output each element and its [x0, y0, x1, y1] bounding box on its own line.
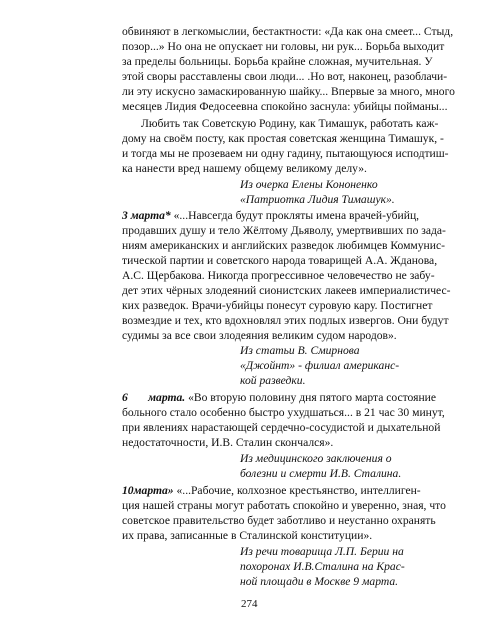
text-line: при явлениях нарастающей сердечно-сосудистой и дыхательной	[122, 421, 441, 434]
text-line: недостаточности, И.В. Сталин скончался».	[122, 436, 334, 449]
text-line: А.С. Щербакова. Никогда прогрессивное человечество не забу-	[122, 269, 435, 282]
text-line: тической партии и советского народа товарищей А.А. Жданова,	[122, 254, 438, 267]
text-line: продавших душу и тело Жёлтому Дьяволу, умертвивших по зада-	[122, 224, 446, 237]
source-attribution: ной площади в Москве 9 марта.	[240, 575, 399, 588]
source-attribution: Из очерка Елены Кононенко	[240, 178, 378, 191]
entry-first-line	[122, 208, 420, 223]
text-line: ли эту искусно замаскированную шайку... Впервые за много, много	[122, 85, 455, 98]
text-line: ка нанести вред нашему общему великому делу».	[122, 162, 367, 175]
text-line: этой своры расставлены свои люди... .Но вот, наконец, разоблачи-	[122, 70, 448, 83]
text-line: дому на своём посту, как простая советская женщина Тимашук, -	[122, 132, 444, 145]
source-attribution: Из статьи В. Смирнова	[240, 344, 360, 357]
text-line: обвиняют в легкомыслии, бестактности: «Да как она смеет... Стыд,	[122, 25, 454, 38]
text-line: советское правительство будет заботливо и неустанно охранять	[122, 514, 436, 527]
page-number: 274	[241, 598, 258, 610]
entry-text: «...Навсегда будут прокляты имена врачей-убийц,	[170, 209, 420, 222]
text-line: их права, записанные в Сталинской конституции».	[122, 529, 373, 542]
entry-date: 3 марта*	[122, 209, 171, 222]
entry-first-line	[122, 390, 437, 405]
source-attribution: кой разведки.	[240, 374, 306, 387]
entry-text: «Во вторую половину дня пятого марта состояние	[185, 391, 437, 404]
source-attribution: похоронах И.В.Сталина на Крас-	[240, 560, 405, 573]
source-attribution: болезни и смерти И.В. Сталина.	[240, 467, 402, 480]
entry-first-line	[122, 483, 421, 498]
text-line: дет этих чёрных злодеяний сионистских лакеев империалистичес-	[122, 284, 451, 297]
source-attribution: Из речи товарища Л.П. Берии на	[240, 545, 404, 558]
text-line: за пределы больницы. Борьба крайне сложная, мучительная. У	[122, 55, 433, 68]
entry-text: «...Рабочие, колхозное крестьянство, интеллиген-	[173, 484, 421, 497]
text-line: ция нашей страны могут работать спокойно и уверенно, зная, что	[122, 499, 446, 512]
text-line: позор...» Но она не опускает ни головы, ни рук... Борьба выходит	[122, 40, 445, 53]
text-line: судимы за все свои злодеяния великим судом народов».	[122, 329, 397, 342]
source-attribution: «Джойнт» - филиал американс-	[240, 359, 400, 372]
text-line: Любить так Советскую Родину, как Тимашук, работать каж-	[141, 117, 439, 130]
source-attribution: Из медицинского заключения о	[240, 452, 392, 465]
text-line: ниям американских и английских разведок любимцев Коммунис-	[122, 239, 445, 252]
text-line: возмездие и тех, кто вдохновлял этих подлых извергов. Они будут	[122, 314, 449, 327]
source-attribution: «Патриотка Лидия Тимашук».	[240, 193, 395, 206]
entry-date: 6 марта.	[122, 391, 186, 404]
text-line: ких разведок. Врачи-убийцы понесут суровую кару. Постигнет	[122, 299, 433, 312]
text-line: месяцев Лидия Федосеевна спокойно заснула: убийцы пойманы...	[122, 100, 448, 113]
text-line: и тогда мы не прозеваем ни одну гадину, пытающуюся исподтиш-	[122, 147, 449, 160]
text-line: больного стало особенно быстро ухудшаться... в 21 час 30 минут,	[122, 406, 445, 419]
entry-date: 10марта»	[122, 484, 174, 497]
